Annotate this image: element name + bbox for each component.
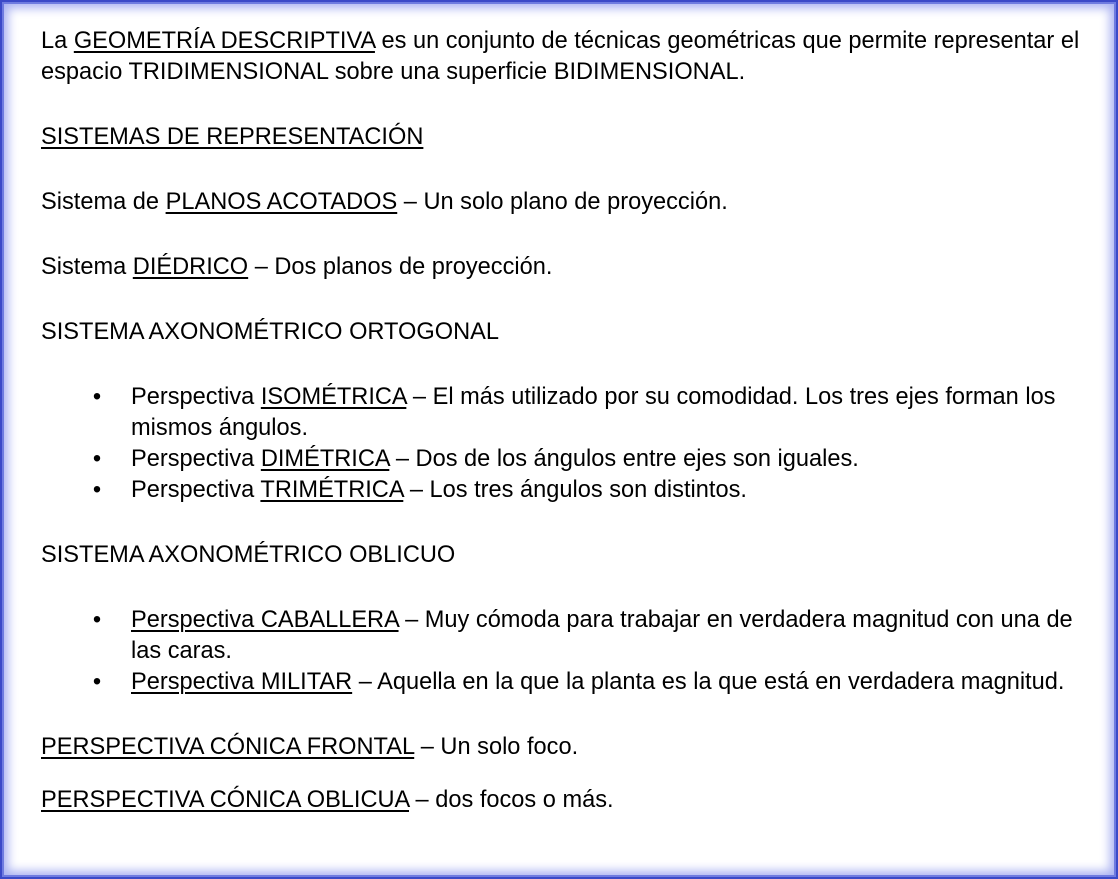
sistemas-title-text: SISTEMAS DE REPRESENTACIÓN (41, 124, 424, 150)
term-caballera: Perspectiva CABALLERA (131, 607, 399, 633)
term-diedrico: DIÉDRICO (132, 254, 249, 280)
term-dimetrica: DIMÉTRICA (260, 446, 390, 472)
intro-paragraph (41, 26, 1103, 88)
diedrico-pre: Sistema (41, 254, 133, 280)
term-conica-oblicua: PERSPECTIVA CÓNICA OBLICUA (41, 787, 409, 813)
item-pre: Perspectiva (131, 477, 261, 503)
list-item-isometrica (41, 382, 1103, 444)
section-title-sistemas (41, 122, 1103, 153)
section-title-axonometrico-oblicuo: SISTEMA AXONOMÉTRICO OBLICUO (41, 542, 456, 568)
section-title-axonometrico-ortogonal: SISTEMA AXONOMÉTRICO ORTOGONAL (41, 319, 499, 345)
conica-frontal-post: – Un solo foco. (414, 734, 579, 760)
intro-pre: La (41, 28, 74, 54)
item-pre: Perspectiva (131, 446, 261, 472)
item-post: – Los tres ángulos son distintos. (403, 477, 747, 503)
term-trimetrica: TRIMÉTRICA (260, 477, 404, 503)
diedrico-post: – Dos planos de proyección. (248, 254, 553, 280)
planos-acotados-paragraph (41, 187, 1103, 218)
bullet-icon: • (92, 669, 102, 695)
list-item-caballera (41, 605, 1103, 667)
bullet-icon: • (92, 477, 102, 503)
planos-pre: Sistema de (41, 189, 166, 215)
ortogonal-list (41, 382, 1103, 506)
term-planos-acotados: PLANOS ACOTADOS (165, 189, 398, 215)
planos-post: – Un solo plano de proyección. (397, 189, 728, 215)
term-isometrica: ISOMÉTRICA (260, 384, 407, 410)
item-post: – El más utilizado por su comodidad. Los tres ejes forman los mismos ángulos. (131, 384, 1056, 441)
bullet-icon: • (92, 607, 102, 633)
term-conica-frontal: PERSPECTIVA CÓNICA FRONTAL (41, 734, 415, 760)
conica-oblicua-paragraph (41, 785, 1103, 816)
bullet-icon: • (92, 384, 102, 410)
item-post: – Muy cómoda para trabajar en verdadera magnitud con una de las caras. (131, 607, 1073, 664)
bullet-icon: • (92, 446, 102, 472)
list-item-dimetrica (41, 444, 1103, 475)
document-body (41, 26, 1103, 816)
item-post: – Dos de los ángulos entre ejes son iguales. (389, 446, 859, 472)
conica-frontal-paragraph (41, 732, 1103, 763)
item-post: – Aquella en la que la planta es la que está en verdadera magnitud. (352, 669, 1065, 695)
item-pre: Perspectiva (131, 384, 261, 410)
list-item-militar (41, 667, 1103, 698)
oblicuo-list (41, 605, 1103, 698)
term-geometria-descriptiva: GEOMETRÍA DESCRIPTIVA (73, 28, 375, 54)
diedrico-paragraph (41, 252, 1103, 283)
list-item-trimetrica (41, 475, 1103, 506)
intro-post: es un conjunto de técnicas geométricas que permite representar el espacio TRIDIMENSIONAL sobre una superficie BIDIMENSIONAL. (41, 28, 1080, 85)
term-militar: Perspectiva MILITAR (131, 669, 353, 695)
conica-oblicua-post: – dos focos o más. (409, 787, 614, 813)
